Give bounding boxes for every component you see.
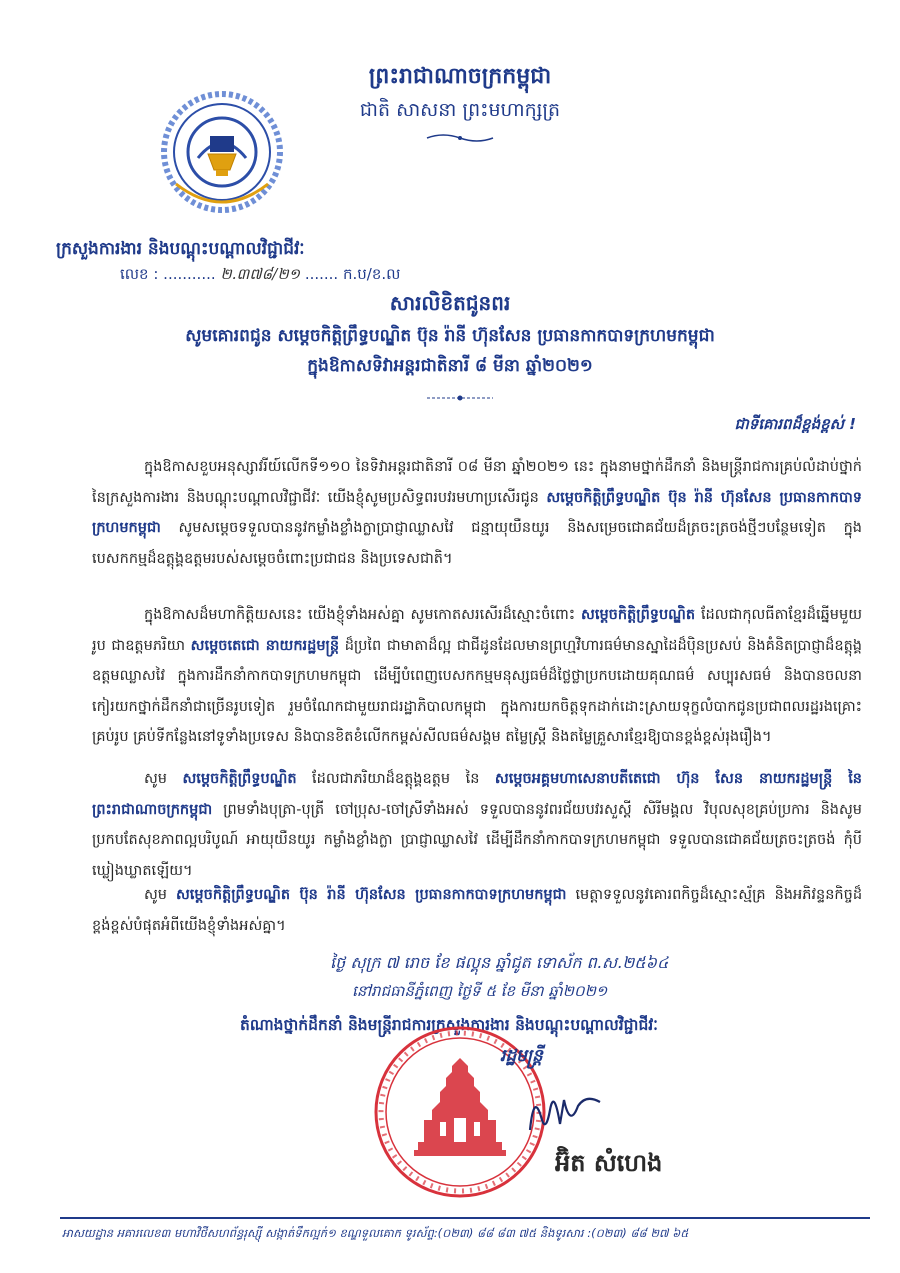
paragraph-1: ក្នុងឱកាសខួបអនុស្សាវរីយ៍លើកទី១១០ នៃទិវាអន្តរជាតិនារី ០៨ មីនា ឆ្នាំ២០២១ នេះ ក្នុងនាមថ្នាក់ដឹកនាំ និងមន្ត្រីរាជការគ្រប់លំដាប់ថ្នាក់នៃក្រសួងការងារ និងបណ្តុះបណ្តាលវិជ្ជាជីវៈ យើងខ្ញុំសូមប្រសិទ្ធពរបវរមហាប្រសើរជូន សម្តេចកិត្តិព្រឹទ្ធបណ្ឌិត ប៊ុន រ៉ានី ហ៊ុនសែន ប្រធានកាកបាទក្រហមកម្ពុជា សូមសម្តេចទទួលបាននូវកម្លាំងខ្លាំងក្លាប្រាជ្ញាឈ្លាសវៃ ជន្មាយុយឺនយូរ និងសម្រេចជោគជ័យដ៏ត្រចះត្រចង់ថ្មីៗបន្ថែមទៀត ក្នុងបេសកកម្មដ៏ឧត្តុង្គឧត្តមរបស់សម្តេចចំពោះប្រជាជន និងប្រទេសជាតិ។ bbox=[92, 459, 863, 567]
kingdom-heading: ព្រះរាជាណាចក្រកម្ពុជា bbox=[368, 64, 552, 89]
letter-occasion: ក្នុងឱកាសទិវាអន្តរជាតិនារី ៨ មីនា ឆ្នាំ២០២១ bbox=[307, 356, 593, 376]
footer-address: អាសយដ្ឋាន អគារលេខ៣ មហាវិថីសហព័ន្ធរុស្ស៊ី សង្កាត់ទឹកល្អក់១ ខណ្ឌទួលគោក ទូរស័ព្ទ:(០២៣) ៨៨ ៨៣ ៧៥ និងទូរសារ :(០២៣) ៨៨ ២៧ ៦៥ bbox=[62, 1226, 689, 1240]
solar-date: នៅរាជធានីភ្នំពេញ ថ្ងៃទី ៥ ខែ មីនា ឆ្នាំ២០២១ bbox=[352, 982, 608, 1000]
reference-suffix: ក.ប/ខ.ល bbox=[342, 265, 401, 283]
ornament-divider-2 bbox=[425, 392, 495, 404]
signatory-title: តំណាងថ្នាក់ដឹកនាំ និងមន្ត្រីរាជការក្រសួងការងារ និងបណ្តុះបណ្តាលវិជ្ជាជីវៈ bbox=[240, 1016, 658, 1034]
ministry-logo bbox=[158, 88, 286, 216]
paragraph-3: សូម សម្តេចកិត្តិព្រឹទ្ធបណ្ឌិត ដែលជាភរិយាដ៏ឧត្តុង្គឧត្តម នៃ សម្តេចអគ្គមហាសេនាបតីតេជោ ហ៊ុន សែន នាយករដ្ឋមន្ត្រី នៃព្រះរាជាណាចក្រកម្ពុជា ព្រមទាំងបុត្រា-បុត្រី ចៅប្រុស-ចៅស្រីទាំងអស់ ទទួលបាននូវពរជ័យបវរសួស្តី សិរីមង្គល វិបុលសុខគ្រប់ប្រការ និងសូមប្រកបតែសុខភាពល្អបរិបូណ៍ អាយុយឺនយូរ កម្លាំងខ្លាំងក្លា ប្រាជ្ញាឈ្លាសវៃ ដើម្បីដឹកនាំកាកបាទក្រហមកម្ពុជា ទទួលបានជោគជ័យត្រចះត្រចង់ កុំបីឃ្លៀងឃ្លាតឡើយ។ bbox=[92, 771, 863, 879]
lunar-date: ថ្ងៃ សុក្រ ៧ រោច ខែ ផល្គុន ឆ្នាំជូត ទោស័ក ព.ស.២៥៦៤ bbox=[330, 953, 669, 972]
reference-label: លេខ : bbox=[120, 265, 159, 283]
signatory-name: អ៊ិត សំហេង bbox=[555, 1149, 663, 1177]
handwritten-signature bbox=[520, 1080, 610, 1140]
footer-divider bbox=[60, 1217, 870, 1219]
ministry-name: ក្រសួងការងារ និងបណ្តុះបណ្តាលវិជ្ជាជីវៈ bbox=[56, 239, 305, 259]
reference-number: លេខ : ........... ២.៣៧៨/២១ ....... ក.ប/ខ.ល bbox=[120, 265, 401, 283]
ornament-divider bbox=[425, 132, 495, 144]
paragraph-2: ក្នុងឱកាសដ៏មហាកិត្តិយសនេះ យើងខ្ញុំទាំងអស់គ្នា សូមកោតសរសើរដ៏ស្មោះចំពោះ សម្តេចកិត្តិព្រឹទ្ធបណ្ឌិត ដែលជាកុលធីតាខ្មែរដ៏ឆ្នើមមួយរូប ជាឧត្តមភរិយា សម្តេចតេជោ នាយករដ្ឋមន្ត្រី ដ៏ប្រពៃ ជាមាតាដ៏ល្អ ជាជីដូនដែលមានព្រហ្មវិហារធម៌មានស្នាដៃដ៏ប៉ិនប្រសប់ និងគំនិតប្រាជ្ញាដ៏ឧត្តុង្គឧត្តមឈ្លាសវៃ ក្នុងការដឹកនាំកាកបាទក្រហមកម្ពុជា ដើម្បីបំពេញបេសកកម្មមនុស្សធម៌ដ៏ថ្លៃថ្លាប្រកបដោយគុណធម៌ សប្បុរសធម៌ និងបានចលនាកៀរយកថ្នាក់ដឹកនាំជាច្រើនរូបទៀត រួមចំណែកជាមួយរាជរដ្ឋាភិបាលកម្ពុជា ក្នុងការយកចិត្តទុកដាក់ដោះស្រាយទុក្ខលំបាកជូនប្រជាពលរដ្ឋរងគ្រោះគ្រប់រូប គ្រប់ទីកន្លែងនៅទូទាំងប្រទេស និងបានខិតខំលើកកម្ពស់សីលធម៌សង្គម តម្លៃស្ត្រី និងតម្លៃគ្រួសារខ្មែរឱ្យបានខ្ពង់ខ្ពស់រុងរឿង។ bbox=[92, 607, 863, 745]
salutation: ជាទីគោរពដ៏ខ្ពង់ខ្ពស់ ! bbox=[734, 415, 856, 433]
signatory-position: រដ្ឋមន្ត្រី bbox=[500, 1046, 543, 1066]
national-motto: ជាតិ សាសនា ព្រះមហាក្សត្រ bbox=[359, 99, 561, 121]
letter-recipient: សូមគោរពជូន សម្តេចកិត្តិព្រឹទ្ធបណ្ឌិត ប៊ុន រ៉ានី ហ៊ុនសែន ប្រធានកាកបាទក្រហមកម្ពុជា bbox=[185, 326, 715, 346]
letter-title: សារលិខិតជូនពរ bbox=[389, 291, 511, 315]
paragraph-4: សូម សម្តេចកិត្តិព្រឹទ្ធបណ្ឌិត ប៊ុន រ៉ានី ហ៊ុនសែន ប្រធានកាកបាទក្រហមកម្ពុជា មេត្តាទទួលនូវគោរពកិច្ចដ៏ស្មោះស្ម័គ្រ និងអភិវន្ទនកិច្ចដ៏ខ្ពង់ខ្ពស់បំផុតអំពីយើងខ្ញុំទាំងអស់គ្នា។ bbox=[92, 887, 863, 934]
recipient-name-bold: សម្តេចកិត្តិព្រឹទ្ធបណ្ឌិត ប៊ុន រ៉ានី ហ៊ុនសែន ប្រធានកាកបាទក្រហមកម្ពុជា bbox=[92, 489, 863, 536]
reference-handwritten: ២.៣៧៨/២១ bbox=[220, 265, 301, 283]
